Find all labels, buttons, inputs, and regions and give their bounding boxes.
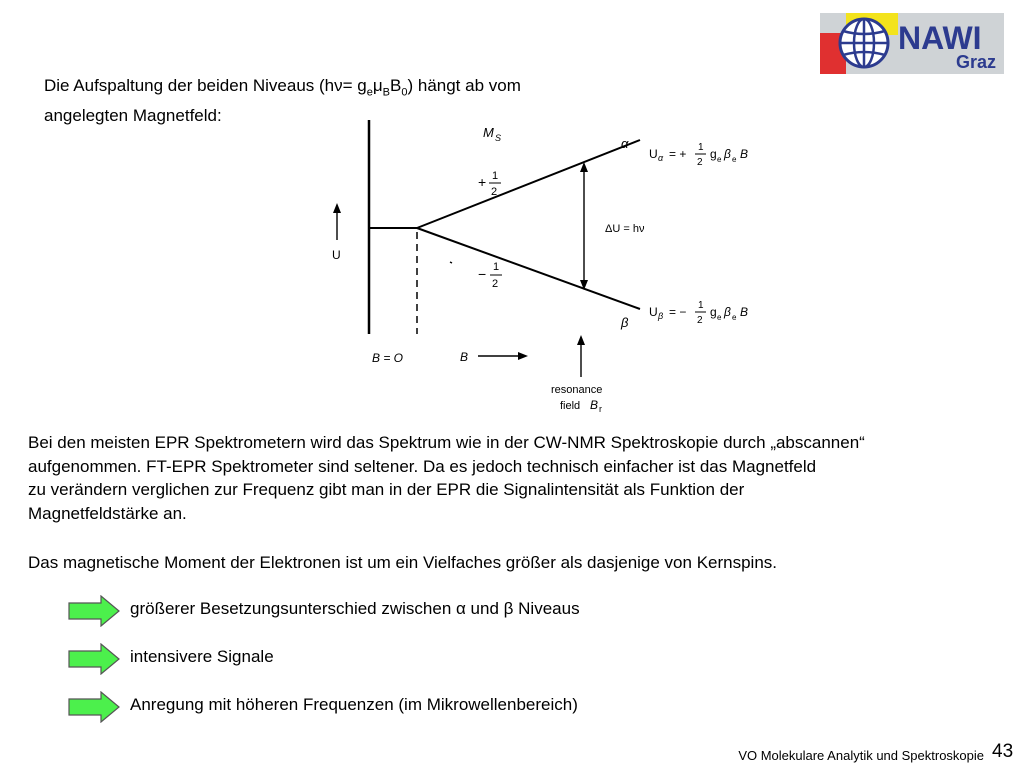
bullet-1-beta: β [503,599,514,618]
u-axis-label: U [332,248,341,262]
ub-half-den: 2 [697,315,703,326]
green-arrow-icon [68,595,120,627]
ua-sub: α [658,153,664,163]
paragraph-1 [28,431,1018,525]
br-sub: r [599,404,602,414]
ua-b: B [740,147,749,161]
beta-level-line [417,228,640,309]
intro-mu: μ [372,76,383,95]
paragraph-1-line: zu verändern verglichen zur Frequenz gibt man in der EPR die Signalintensität als Funktion der [28,480,745,499]
plus-half-num: 1 [492,170,499,182]
green-arrow-icon [68,691,120,723]
paragraph-2: Das magnetische Moment der Elektronen ist um ein Vielfaches größer als dasjenige von Kernspins. [28,553,778,572]
ub-lhs: U [649,305,658,319]
ua-lhs: U [649,147,658,161]
bullet-2-text: intensivere Signale [130,647,274,666]
intro-eq: = g [342,76,367,95]
intro-sub-0: 0 [401,86,408,99]
plus-half-den: 2 [491,186,498,198]
zeeman-splitting-diagram [328,112,778,417]
ms-label: M [483,125,494,140]
ua-g: g [710,147,717,161]
ua-rhs: = + [669,147,687,161]
bullet-1-text-b: und [465,599,504,618]
plus-sign: + [478,174,487,190]
minus-sign: − [478,266,487,282]
b-zero-label: B = O [372,351,404,365]
intro-part1: Die Aufspaltung der beiden Niveaus (h [44,76,335,95]
ub-g-sub: e [717,313,722,322]
ua-beta: β [724,147,731,161]
ub-beta-sub: e [732,313,737,322]
alpha-level-line [417,140,640,228]
field-label: field [560,400,581,412]
ua-g-sub: e [717,155,722,164]
bullet-1-text-a: größerer Besetzungsunterschied zwischen [130,599,456,618]
nawi-graz-logo [820,13,1004,74]
logo-title: NAWI [898,20,982,56]
ub-beta: β [724,305,731,319]
bullet-3-text: Anregung mit höheren Frequenzen (im Mikrowellenbereich) [130,695,578,714]
alpha-label: α [621,136,629,151]
ub-rhs: = − [669,305,687,319]
ms-sub: S [495,133,502,143]
footer-course: VO Molekulare Analytik und Spektroskopie [738,748,984,763]
minus-half-den: 2 [492,278,499,290]
intro-line-1 [44,74,521,104]
ub-sub: β [658,311,664,321]
ub-g: g [710,305,717,319]
bullet-2 [68,643,274,675]
intro-nu: ν [334,76,343,95]
bullet-1-text [130,599,580,619]
br-label: B [590,398,599,412]
logo-subtitle: Graz [956,52,997,72]
intro-b: B [390,76,402,95]
resonance-label: resonance [551,384,603,396]
paragraph-1-line: aufgenommen. FT-EPR Spektrometer sind seltener. Da es jedoch technisch einfacher ist das Magnetfeld [28,456,817,476]
ua-half-num: 1 [698,142,704,153]
ua-half-den: 2 [697,157,703,168]
bullet-1 [68,595,580,627]
ub-half-num: 1 [698,300,704,311]
intro-line-2: angelegten Magnetfeld: [44,106,222,126]
ua-beta-sub: e [732,155,737,164]
b-arrow-label: B [460,350,469,364]
bullet-1-alpha: α [456,599,466,618]
delta-u-label: ΔU = hν [605,223,645,235]
paragraph-1-line: Bei den meisten EPR Spektrometern wird das Spektrum wie in der CW-NMR Spektroskopie durch „abscannen“ [28,433,865,452]
ub-b: B [740,305,749,319]
intro-sub-b: B [382,86,391,99]
intro-part2: ) hängt ab vom [407,76,521,95]
minus-half-num: 1 [493,261,500,273]
paragraph-1-line: Magnetfeldstärke an. [28,503,187,523]
beta-label: β [621,315,629,330]
bullet-3 [68,691,578,723]
green-arrow-icon [68,643,120,675]
intro-sub-e: e [366,86,373,99]
bullet-1-text-c: Niveaus [513,599,580,618]
page-number: 43 [992,741,1014,762]
